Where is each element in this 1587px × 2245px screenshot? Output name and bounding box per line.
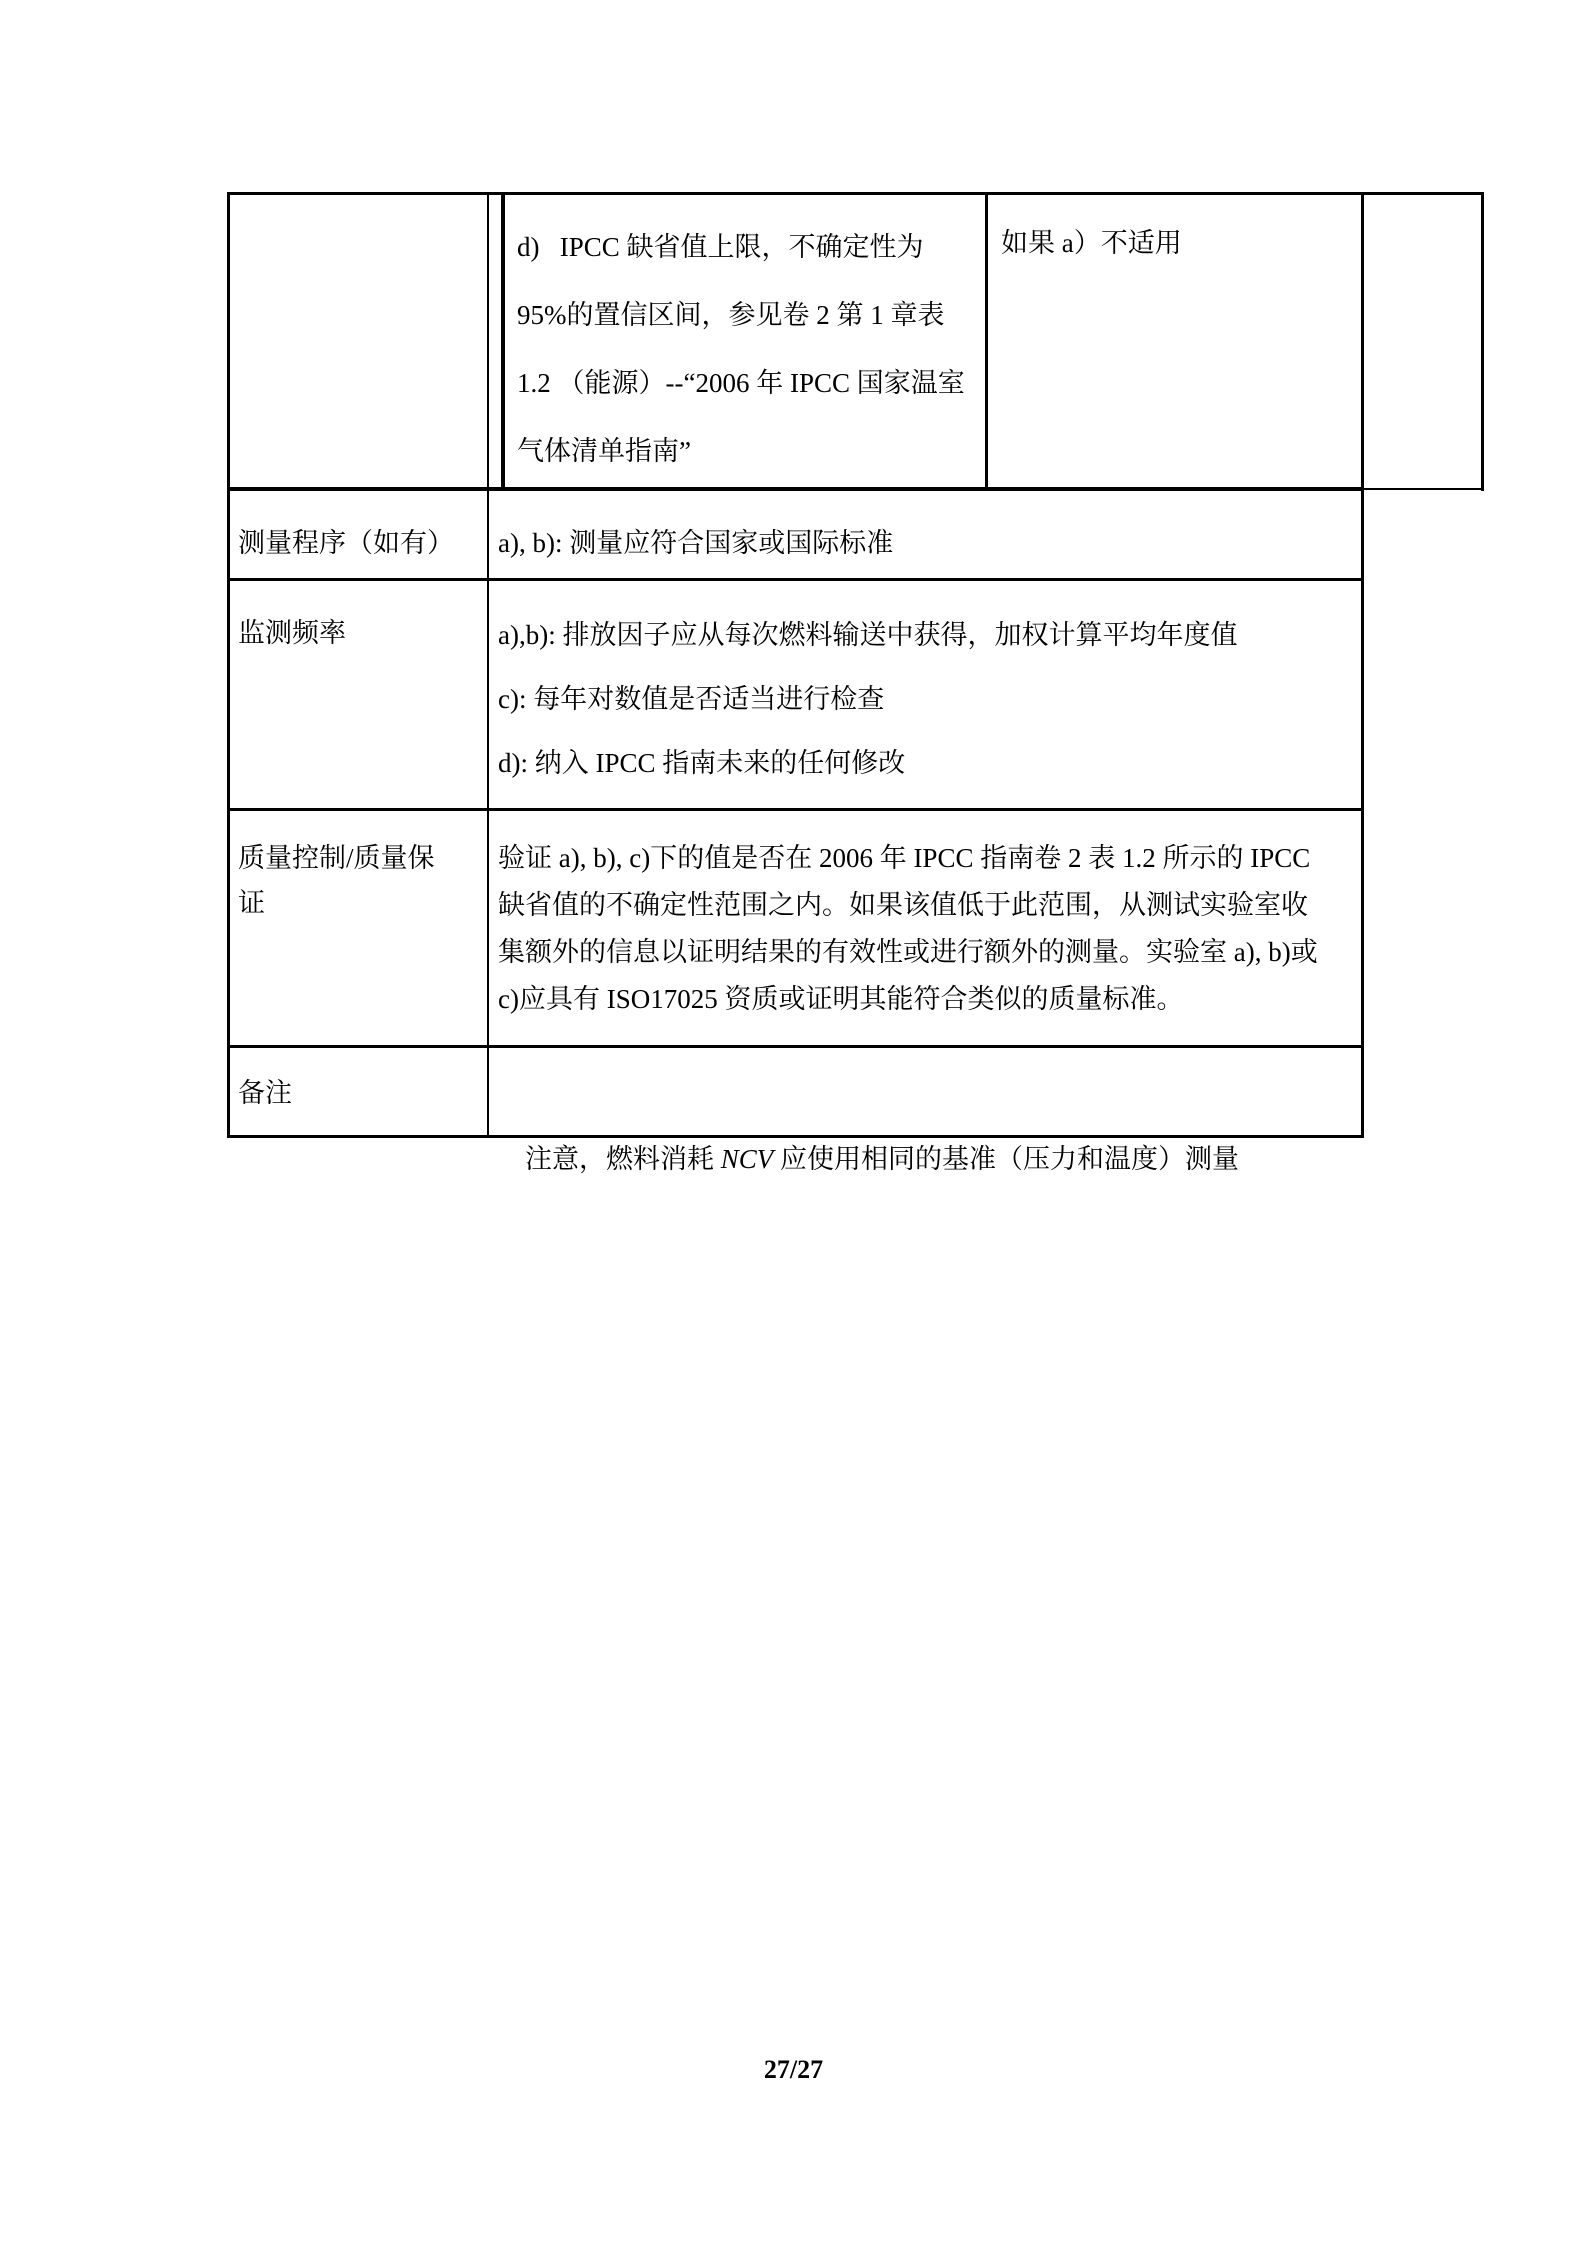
- text-line: 1.2 （能源）--“2006 年 IPCC 国家温室: [517, 368, 965, 398]
- text-line: 95%的置信区间，参见卷 2 第 1 章表: [517, 300, 945, 330]
- row-content-remarks: [498, 1060, 1239, 1258]
- label-column-divider: [487, 192, 489, 1138]
- text-line: 缺省值的不确定性范围之内。如果该值低于此范围，从测试实验室收: [498, 890, 1308, 920]
- row-label-measurement-procedure: 测量程序（如有）: [238, 528, 454, 558]
- cell-detail-d: [517, 213, 965, 485]
- row-divider-monitoring-frequency: [227, 808, 1364, 811]
- row-label-monitoring-frequency: 监测频率: [238, 618, 346, 648]
- remarks-text-prefix: 注意，燃料消耗: [525, 1144, 721, 1174]
- text-line: 集额外的信息以证明结果的有效性或进行额外的测量。实验室 a), b)或: [498, 937, 1318, 967]
- narrow-column-right-border: [1481, 192, 1484, 491]
- table-fragment-bottom-border: [227, 487, 1364, 491]
- table-border-top: [227, 192, 1484, 195]
- text-line: a),b): 排放因子应从每次燃料输送中获得，加权计算平均年度值: [498, 620, 1238, 650]
- text-line: c): 每年对数值是否适当进行检查: [498, 684, 885, 714]
- text-line: d) IPCC 缺省值上限，不确定性为: [517, 232, 924, 262]
- table-border-left: [227, 192, 230, 1138]
- row-label-qa-qc: 质量控制/质量保证: [238, 843, 435, 918]
- row-divider-measurement-procedure: [227, 578, 1364, 581]
- row-content-qa-qc: [498, 835, 1318, 1023]
- text-line: d): 纳入 IPCC 指南未来的任何修改: [498, 748, 906, 778]
- cell-condition: 如果 a）不适用: [1001, 228, 1182, 258]
- row-label-remarks: 备注: [238, 1078, 292, 1108]
- row-content-monitoring-frequency: [498, 603, 1237, 795]
- text-line: 验证 a), b), c)下的值是否在 2006 年 IPCC 指南卷 2 表 1.2 所示的 IPCC: [498, 843, 1311, 873]
- page-number: 27/27: [763, 2055, 824, 2084]
- table-border-right: [1361, 192, 1364, 1138]
- detail-d-box-right-border: [985, 192, 988, 491]
- text-line: a), b): 测量应符合国家或国际标准: [498, 528, 894, 558]
- remarks-text-ncv: NCV: [720, 1144, 774, 1174]
- text-line: 气体清单指南”: [517, 436, 691, 466]
- text-line: c)应具有 ISO17025 资质或证明其能符合类似的质量标准。: [498, 984, 1184, 1014]
- remarks-text-suffix: 应使用相同的基准（压力和温度）测量: [773, 1144, 1240, 1174]
- row-content-measurement-procedure: [498, 510, 893, 576]
- row-divider-qa-qc: [227, 1045, 1364, 1048]
- detail-d-box-left-border: [501, 192, 505, 491]
- table-fragment-bottom-border-narrow: [1362, 488, 1484, 490]
